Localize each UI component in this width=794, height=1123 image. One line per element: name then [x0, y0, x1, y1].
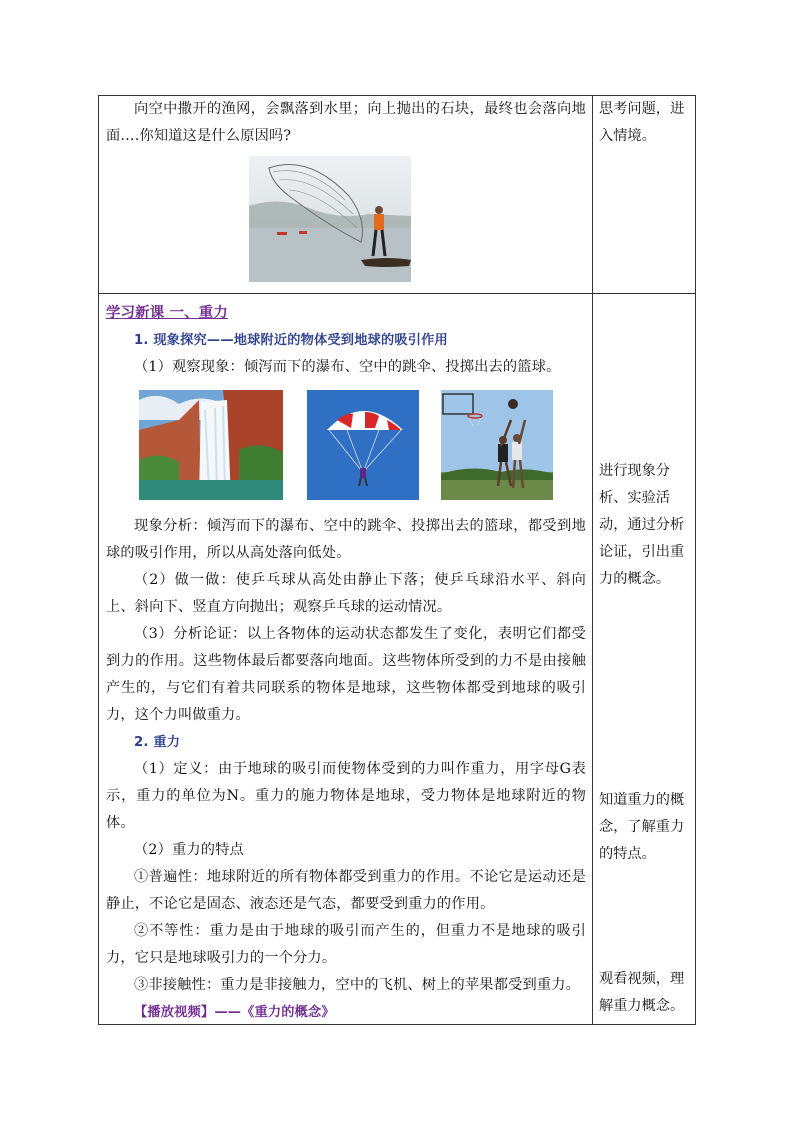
try-text: （2）做一做：使乒乓球从高处由静止下落；使乒乓球沿水平、斜向上、斜向下、竖直方向抛出；观察乒乓球的运动情况。: [106, 572, 586, 615]
waterfall-image: [139, 390, 283, 500]
intro-side-text: 思考问题，进入情境。: [599, 101, 685, 144]
observe-text: （1）观察现象：倾泻而下的瀑布、空中的跳伞、投掷出去的篮球。: [134, 359, 561, 375]
side-note-concept: 知道重力的概念，了解重力的特点。: [599, 792, 685, 862]
definition-text: （1）定义：由于地球的吸引而使物体受到的力叫作重力，用字母G表示，重力的单位为N。重力的施力物体是地球，受力物体是地球附近的物体。: [106, 761, 586, 831]
lesson-side-cell: [593, 294, 696, 1025]
side-note-phenomenon: 进行现象分析、实验活动，通过分析论证，引出重力的概念。: [599, 463, 685, 587]
parachute-image: [307, 390, 419, 500]
feature-unequal: ②不等性：重力是由于地球的吸引而产生的，但重力不是地球的吸引力，它只是地球吸引力的一个分力。: [106, 923, 586, 966]
section1-title: 1. 现象探究——地球附近的物体受到地球的吸引作用: [134, 333, 448, 348]
intro-row: [99, 96, 696, 294]
phenomenon-images: [99, 381, 592, 513]
lesson-row: [99, 294, 696, 1025]
analysis-text: 现象分析：倾泻而下的瀑布、空中的跳伞、投掷出去的篮球，都受到地球的吸引作用，所以从高处落向低处。: [106, 518, 586, 561]
features-title: （2）重力的特点: [134, 842, 244, 858]
argue-text: （3）分析论证：以上各物体的运动状态都发生了变化，表明它们都受到力的作用。这些物体最后都要落向地面。这些物体所受到的力不是由接触产生的，与它们有着共同联系的物体是地球，这些物体都受到地球的吸引力，这个力叫做重力。: [106, 626, 586, 723]
fisherman-image: [249, 156, 411, 282]
section2-title: 2. 重力: [134, 735, 181, 750]
side-note-video: 观看视频，理解重力概念。: [599, 971, 685, 1014]
intro-text: 向空中撒开的渔网，会飘落到水里；向上抛出的石块，最终也会落向地面….你知道这是什么原因吗?: [106, 101, 586, 144]
new-lesson-heading: 学习新课 一、重力: [106, 305, 228, 321]
feature-noncontact: ③非接触性：重力是非接触力，空中的飞机、树上的苹果都受到重力。: [134, 977, 581, 993]
feature-universal: ①普遍性：地球附近的所有物体都受到重力的作用。不论它是运动还是静止，不论它是固态、液态还是气态，都要受到重力的作用。: [106, 869, 586, 912]
lesson-table: [98, 95, 696, 1025]
intro-cell: [99, 96, 593, 294]
basketball-image: [441, 390, 553, 500]
video-line: 【播放视频】——《重力的概念》: [134, 1005, 335, 1020]
lesson-cell: [99, 294, 593, 1025]
intro-side-cell: [593, 96, 696, 294]
